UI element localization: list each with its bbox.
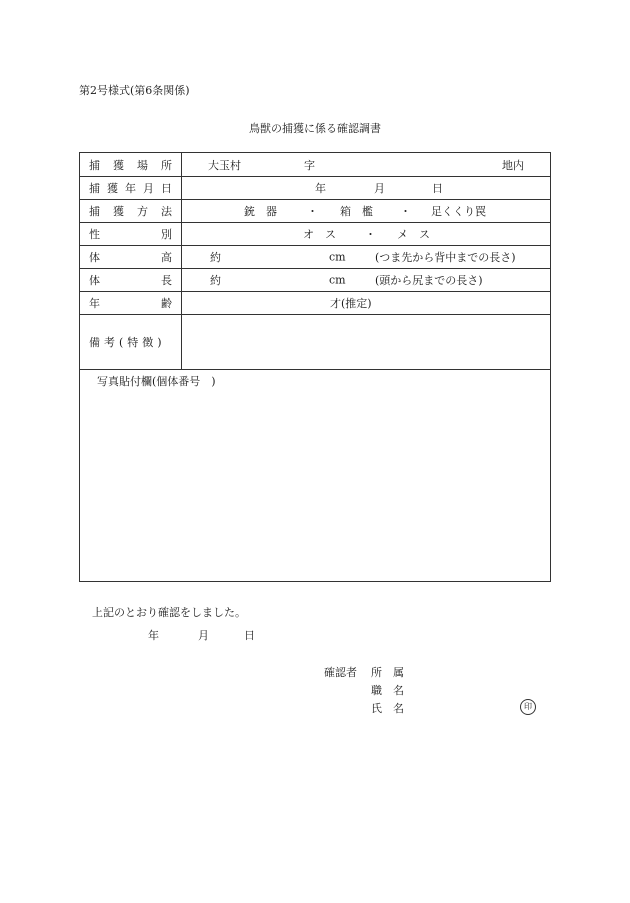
label-char: 月 — [143, 182, 154, 195]
label-char: 高 — [161, 251, 172, 264]
label-char: 性 — [89, 228, 100, 241]
confirmation-year: 年 — [148, 629, 159, 642]
label-body-height — [80, 246, 182, 268]
row-body-length — [80, 269, 550, 292]
label-char: ( — [119, 335, 124, 349]
label-char: 捕 — [89, 205, 100, 218]
value-body-height[interactable] — [182, 246, 550, 268]
method-separator: ・ — [400, 205, 411, 218]
method-option-gun[interactable]: 銃 器 — [244, 205, 277, 218]
affiliation-label: 所 属 — [371, 666, 404, 679]
confirmation-form-table — [79, 152, 551, 582]
method-option-cage[interactable]: 箱 檻 — [340, 205, 373, 218]
label-capture-date — [80, 177, 182, 199]
label-char: 獲 — [107, 182, 118, 195]
approx-label: 約 — [210, 251, 221, 264]
label-remarks — [80, 315, 182, 369]
position-label: 職 名 — [371, 684, 404, 697]
value-age[interactable] — [182, 292, 550, 314]
village-name: 大玉村 — [208, 158, 241, 172]
label-char: 特 — [127, 336, 139, 349]
row-capture-date — [80, 177, 550, 200]
label-char: 捕 — [89, 182, 100, 195]
label-char: ) — [157, 335, 162, 349]
sex-option-female[interactable]: メ ス — [397, 228, 430, 241]
value-capture-method[interactable] — [182, 200, 550, 222]
label-char: 獲 — [113, 158, 124, 172]
label-char: 法 — [161, 205, 172, 218]
unit-cm: cm — [329, 250, 346, 264]
photo-attachment-area[interactable] — [80, 370, 550, 581]
height-note: (つま先から背中までの長さ) — [375, 251, 516, 264]
label-capture-method — [80, 200, 182, 222]
length-note: (頭から尻までの長さ) — [375, 274, 483, 287]
row-remarks — [80, 315, 550, 370]
label-char: 備 — [89, 336, 100, 349]
month-label: 月 — [374, 182, 385, 195]
label-char: 獲 — [113, 205, 124, 218]
label-char: 年 — [125, 182, 136, 195]
value-capture-place[interactable] — [182, 153, 550, 176]
label-char: 所 — [161, 158, 172, 172]
row-body-height — [80, 246, 550, 269]
day-label: 日 — [432, 182, 443, 195]
value-body-length[interactable] — [182, 269, 550, 291]
confirmation-statement: 上記のとおり確認をしました。 — [92, 606, 246, 619]
label-char: 長 — [161, 274, 172, 287]
row-capture-method — [80, 200, 550, 223]
value-remarks[interactable] — [182, 315, 550, 369]
name-label: 氏 名 — [371, 702, 404, 715]
row-capture-place — [80, 153, 550, 177]
label-sex — [80, 223, 182, 245]
confirmation-month: 月 — [198, 629, 209, 642]
label-char: 日 — [161, 182, 172, 195]
chinai-label: 地内 — [502, 158, 524, 172]
sex-separator: ・ — [365, 228, 376, 241]
method-separator: ・ — [307, 205, 318, 218]
aza-label: 字 — [304, 158, 315, 172]
document-title: 鳥獣の捕獲に係る確認調書 — [249, 122, 381, 135]
form-number-label: 第2号様式(第6条関係) — [79, 84, 190, 97]
label-char: 年 — [89, 297, 100, 310]
label-char: 場 — [137, 158, 148, 172]
label-char: 方 — [137, 205, 148, 218]
label-char: 体 — [89, 251, 100, 264]
method-option-snare[interactable]: 足くくり罠 — [431, 205, 486, 218]
label-char: 考 — [104, 336, 115, 349]
confirmer-label: 確認者 — [324, 666, 357, 679]
approx-label: 約 — [210, 274, 221, 287]
seal-mark: 印 — [520, 699, 536, 715]
sex-option-male[interactable]: オ ス — [303, 228, 336, 241]
value-sex[interactable] — [182, 223, 550, 245]
row-sex — [80, 223, 550, 246]
age-estimate-label: 才(推定) — [330, 297, 372, 310]
label-age — [80, 292, 182, 314]
label-capture-place — [80, 153, 182, 176]
label-char: 徴 — [142, 336, 154, 349]
label-body-length — [80, 269, 182, 291]
unit-cm: cm — [329, 273, 346, 287]
confirmation-day: 日 — [244, 629, 255, 642]
photo-attachment-label: 写真貼付欄(個体番号 ) — [97, 375, 216, 388]
label-char: 体 — [89, 274, 100, 287]
label-char: 捕 — [89, 158, 100, 172]
row-age — [80, 292, 550, 315]
label-char: 別 — [161, 228, 172, 241]
year-label: 年 — [315, 182, 326, 195]
value-capture-date[interactable] — [182, 177, 550, 199]
label-char: 齢 — [161, 297, 172, 310]
